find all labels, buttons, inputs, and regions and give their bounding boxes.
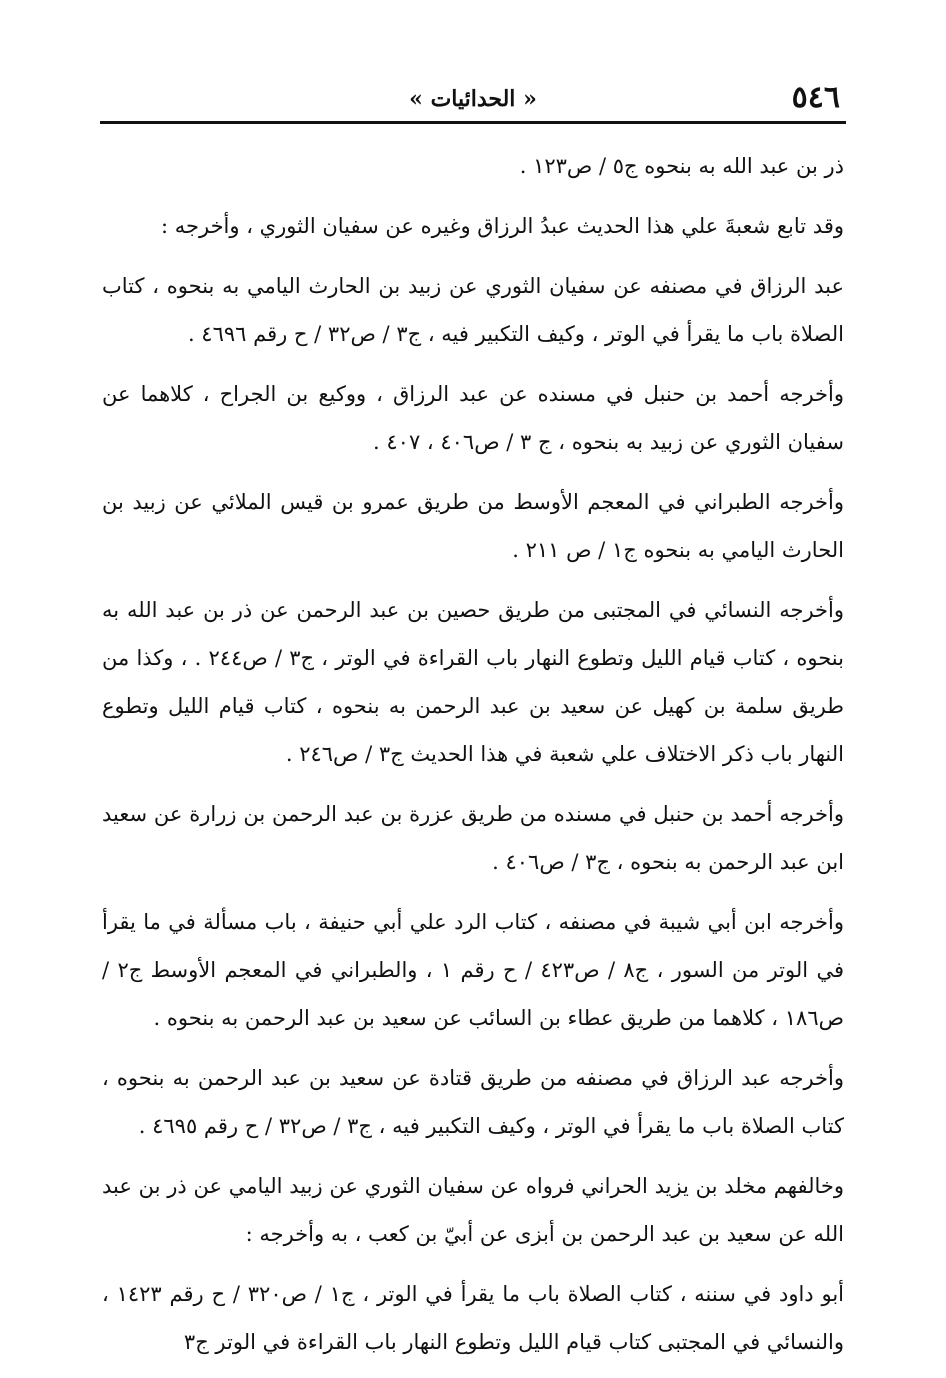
paragraph: وأخرجه الطبراني في المعجم الأوسط من طريق عمرو بن قيس الملائي عن زبيد بن الحارث اليامي به بنحوه ج١ / ص ٢١١ . xyxy=(102,490,844,562)
page-body xyxy=(102,142,844,1378)
paragraph: وأخرجه النسائي في المجتبى من طريق حصين بن عبد الرحمن عن ذر بن عبد الله به بنحوه ، كتاب قيام الليل وتطوع النهار باب القراءة في الوتر ، ج٣ / ص٢٤٤ . ، وكذا من طريق سلمة بن كهيل عن سعيد بن عبد الرحمن به بنحوه ، كتاب قيام الليل وتطوع النهار باب ذكر الاختلاف علي شعبة في هذا الحديث ج٣ / ص٢٤٦ . xyxy=(102,598,844,766)
running-title: « الحدائيات » xyxy=(409,86,537,112)
page-header xyxy=(100,78,846,122)
paragraph: أبو داود في سننه ، كتاب الصلاة باب ما يقرأ في الوتر ، ج١ / ص٣٢٠ / ح رقم ١٤٢٣ ، والنسائي في المجتبى كتاب قيام الليل وتطوع النهار باب القراءة في الوتر ج٣ xyxy=(102,1282,845,1354)
page-number: ٥٤٦ xyxy=(791,80,840,115)
paragraph: وخالفهم مخلد بن يزيد الحراني فرواه عن سفيان الثوري عن زبيد اليامي عن ذر بن عبد الله عن سعيد بن عبد الرحمن بن أبزى عن أبيّ بن كعب ، به وأخرجه : xyxy=(102,1174,844,1246)
paragraph: ذر بن عبد الله به بنحوه ج٥ / ص١٢٣ . xyxy=(519,154,844,178)
header-divider xyxy=(100,121,846,124)
paragraph: عبد الرزاق في مصنفه عن سفيان الثوري عن زبيد بن الحارث اليامي به بنحوه ، كتاب الصلاة باب ما يقرأ في الوتر ، وكيف التكبير فيه ، ج٣ / ص٣٢ / ح رقم ٤٦٩٦ . xyxy=(102,274,844,346)
paragraph: وأخرجه أحمد بن حنبل في مسنده عن عبد الرزاق ، ووكيع بن الجراح ، كلاهما عن سفيان الثوري عن زبيد به بنحوه ، ج ٣ / ص٤٠٦ ، ٤٠٧ . xyxy=(102,382,844,454)
paragraph: وأخرجه عبد الرزاق في مصنفه من طريق قتادة عن سعيد بن عبد الرحمن به بنحوه ، كتاب الصلاة باب ما يقرأ في الوتر ، وكيف التكبير فيه ، ج٣ / ص٣٢ / ح رقم ٤٦٩٥ . xyxy=(102,1066,844,1138)
paragraph: وقد تابع شعبةَ علي هذا الحديث عبدُ الرزاق وغيره عن سفيان الثوري ، وأخرجه : xyxy=(161,214,844,238)
paragraph: وأخرجه أحمد بن حنبل في مسنده من طريق عزرة بن عبد الرحمن بن زرارة عن سعيد ابن عبد الرحمن به بنحوه ، ج٣ / ص٤٠٦ . xyxy=(102,802,844,874)
paragraph: وأخرجه ابن أبي شيبة في مصنفه ، كتاب الرد علي أبي حنيفة ، باب مسألة في ما يقرأ في الوتر من السور ، ج٨ / ص٤٢٣ / ح رقم ١ ، والطبراني في المعجم الأوسط ج٢ / ص١٨٦ ، كلاهما من طريق عطاء بن السائب عن سعيد بن عبد الرحمن به بنحوه . xyxy=(102,910,844,1030)
